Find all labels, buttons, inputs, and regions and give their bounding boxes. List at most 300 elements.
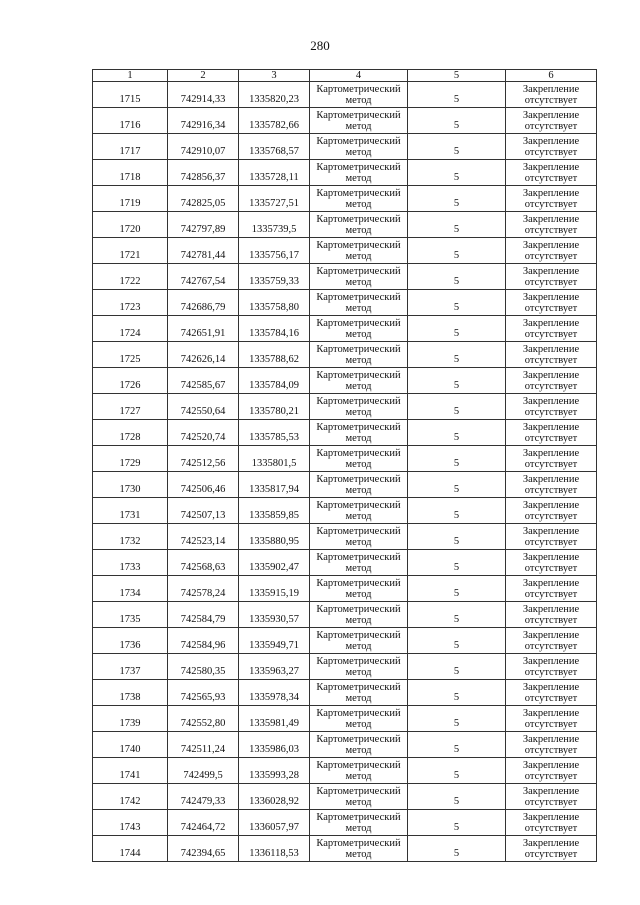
accuracy-cell: 5 [408,420,506,446]
fixation-cell [506,810,597,836]
fixation-line-2: отсутствует [524,276,578,288]
fixation-cell [506,628,597,654]
table-body [93,82,597,862]
point-number-cell: 1715 [93,82,168,108]
method-cell [310,836,408,862]
method-line-2: метод [345,276,372,288]
coordinate-x-cell: 742550,64 [168,394,239,420]
point-number-cell: 1731 [93,498,168,524]
method-cell [310,238,408,264]
fixation-cell [506,342,597,368]
fixation-line-2: отсутствует [524,198,578,210]
fixation-line-2: отсутствует [524,302,578,314]
coordinate-x-cell: 742585,67 [168,368,239,394]
method-line-2: метод [345,510,372,522]
table-row [93,680,597,706]
method-line-2: метод [345,640,372,652]
fixation-line-1: Закрепление [522,187,580,199]
fixation-line-2: отсутствует [524,120,578,132]
column-header-5: 5 [408,70,506,82]
point-number-cell: 1739 [93,706,168,732]
point-number-cell: 1738 [93,680,168,706]
point-number-cell: 1720 [93,212,168,238]
method-line-1: Картометрический [316,499,401,511]
coordinate-x-cell: 742523,14 [168,524,239,550]
point-number-cell: 1736 [93,628,168,654]
coordinate-y-cell: 1335784,09 [239,368,310,394]
fixation-line-1: Закрепление [522,135,580,147]
coordinate-x-cell: 742767,54 [168,264,239,290]
accuracy-cell: 5 [408,836,506,862]
fixation-cell [506,576,597,602]
point-number-cell: 1722 [93,264,168,290]
coordinate-y-cell: 1335758,80 [239,290,310,316]
fixation-cell [506,420,597,446]
coordinate-y-cell: 1335785,53 [239,420,310,446]
coordinate-x-cell: 742856,37 [168,160,239,186]
method-line-1: Картометрический [316,603,401,615]
coordinate-y-cell: 1335739,5 [239,212,310,238]
fixation-cell [506,602,597,628]
method-line-2: метод [345,458,372,470]
method-cell [310,758,408,784]
fixation-cell [506,134,597,160]
page-number: 280 [310,38,330,53]
method-line-1: Картометрический [316,187,401,199]
method-line-2: метод [345,718,372,730]
accuracy-cell: 5 [408,82,506,108]
table-row [93,602,597,628]
table-row [93,264,597,290]
coordinate-x-cell: 742825,05 [168,186,239,212]
accuracy-cell: 5 [408,628,506,654]
method-cell [310,420,408,446]
accuracy-cell: 5 [408,706,506,732]
method-cell [310,628,408,654]
fixation-line-2: отсутствует [524,640,578,652]
fixation-cell [506,368,597,394]
accuracy-cell: 5 [408,238,506,264]
coordinate-y-cell: 1335759,33 [239,264,310,290]
fixation-cell [506,524,597,550]
fixation-line-1: Закрепление [522,421,580,433]
method-cell [310,576,408,602]
method-line-2: метод [345,796,372,808]
fixation-line-2: отсутствует [524,666,578,678]
fixation-line-1: Закрепление [522,551,580,563]
fixation-line-1: Закрепление [522,785,580,797]
coordinate-x-cell: 742520,74 [168,420,239,446]
method-line-2: метод [345,666,372,678]
fixation-line-1: Закрепление [522,525,580,537]
method-cell [310,368,408,394]
fixation-line-1: Закрепление [522,811,580,823]
fixation-line-2: отсутствует [524,354,578,366]
method-line-1: Картометрический [316,629,401,641]
method-cell [310,160,408,186]
fixation-line-1: Закрепление [522,681,580,693]
method-line-2: метод [345,588,372,600]
method-cell [310,264,408,290]
method-line-2: метод [345,562,372,574]
method-line-1: Картометрический [316,213,401,225]
fixation-line-2: отсутствует [524,94,578,106]
accuracy-cell: 5 [408,680,506,706]
fixation-cell [506,108,597,134]
table-row [93,836,597,862]
table-row [93,524,597,550]
fixation-line-2: отсутствует [524,510,578,522]
table-row [93,472,597,498]
accuracy-cell: 5 [408,160,506,186]
coordinate-y-cell: 1335949,71 [239,628,310,654]
method-line-1: Картометрический [316,785,401,797]
coordinate-x-cell: 742584,96 [168,628,239,654]
coordinate-x-cell: 742781,44 [168,238,239,264]
accuracy-cell: 5 [408,784,506,810]
point-number-cell: 1718 [93,160,168,186]
method-cell [310,550,408,576]
method-cell [310,108,408,134]
column-header-4: 4 [310,70,408,82]
method-line-1: Картометрический [316,525,401,537]
method-cell [310,602,408,628]
method-line-1: Картометрический [316,369,401,381]
fixation-cell [506,264,597,290]
point-number-cell: 1740 [93,732,168,758]
accuracy-cell: 5 [408,472,506,498]
table-row [93,758,597,784]
accuracy-cell: 5 [408,186,506,212]
method-line-1: Картометрический [316,681,401,693]
fixation-line-2: отсутствует [524,562,578,574]
method-cell [310,82,408,108]
accuracy-cell: 5 [408,446,506,472]
fixation-line-1: Закрепление [522,447,580,459]
method-line-2: метод [345,536,372,548]
accuracy-cell: 5 [408,342,506,368]
table-row [93,368,597,394]
point-number-cell: 1743 [93,810,168,836]
method-line-1: Картометрический [316,421,401,433]
table-row [93,342,597,368]
method-line-2: метод [345,198,372,210]
fixation-line-1: Закрепление [522,577,580,589]
method-line-2: метод [345,770,372,782]
fixation-line-1: Закрепление [522,369,580,381]
method-line-2: метод [345,172,372,184]
fixation-line-1: Закрепление [522,655,580,667]
table-row [93,706,597,732]
table-row [93,784,597,810]
fixation-line-2: отсутствует [524,848,578,860]
method-cell [310,342,408,368]
fixation-cell [506,316,597,342]
coordinate-y-cell: 1335930,57 [239,602,310,628]
table-row [93,108,597,134]
method-cell [310,212,408,238]
fixation-cell [506,836,597,862]
method-cell [310,186,408,212]
fixation-line-2: отсутствует [524,484,578,496]
fixation-line-1: Закрепление [522,291,580,303]
coordinate-x-cell: 742552,80 [168,706,239,732]
fixation-line-1: Закрепление [522,343,580,355]
accuracy-cell: 5 [408,576,506,602]
coordinate-x-cell: 742797,89 [168,212,239,238]
method-line-1: Картометрический [316,837,401,849]
method-line-2: метод [345,120,372,132]
table-row [93,290,597,316]
table-row [93,82,597,108]
accuracy-cell: 5 [408,550,506,576]
point-number-cell: 1744 [93,836,168,862]
accuracy-cell: 5 [408,212,506,238]
coordinate-x-cell: 742651,91 [168,316,239,342]
method-line-1: Картометрический [316,473,401,485]
point-number-cell: 1732 [93,524,168,550]
fixation-cell [506,160,597,186]
fixation-line-1: Закрепление [522,83,580,95]
coordinate-x-cell: 742686,79 [168,290,239,316]
fixation-line-1: Закрепление [522,317,580,329]
method-cell [310,446,408,472]
table-row [93,134,597,160]
fixation-line-2: отсутствует [524,328,578,340]
method-cell [310,706,408,732]
coordinate-y-cell: 1336118,53 [239,836,310,862]
method-line-1: Картометрический [316,733,401,745]
method-line-2: метод [345,302,372,314]
fixation-line-1: Закрепление [522,603,580,615]
method-line-1: Картометрический [316,83,401,95]
method-line-1: Картометрический [316,265,401,277]
point-number-cell: 1724 [93,316,168,342]
fixation-line-2: отсутствует [524,796,578,808]
method-line-2: метод [345,406,372,418]
fixation-line-2: отсутствует [524,718,578,730]
table-row [93,550,597,576]
method-line-2: метод [345,354,372,366]
coordinate-x-cell: 742507,13 [168,498,239,524]
coordinate-x-cell: 742914,33 [168,82,239,108]
column-header-6: 6 [506,70,597,82]
method-line-1: Картометрический [316,447,401,459]
column-header-1: 1 [93,70,168,82]
header-row [93,70,597,82]
fixation-cell [506,290,597,316]
accuracy-cell: 5 [408,524,506,550]
method-line-1: Картометрический [316,759,401,771]
fixation-cell [506,732,597,758]
point-number-cell: 1730 [93,472,168,498]
point-number-cell: 1742 [93,784,168,810]
coordinate-y-cell: 1335986,03 [239,732,310,758]
fixation-cell [506,186,597,212]
method-line-2: метод [345,822,372,834]
point-number-cell: 1728 [93,420,168,446]
fixation-line-2: отсутствует [524,146,578,158]
accuracy-cell: 5 [408,810,506,836]
fixation-line-2: отсутствует [524,822,578,834]
accuracy-cell: 5 [408,316,506,342]
accuracy-cell: 5 [408,732,506,758]
method-line-1: Картометрический [316,655,401,667]
coordinate-x-cell: 742916,34 [168,108,239,134]
accuracy-cell: 5 [408,134,506,160]
method-line-1: Картометрический [316,395,401,407]
fixation-line-2: отсутствует [524,250,578,262]
method-line-1: Картометрический [316,291,401,303]
coordinate-x-cell: 742910,07 [168,134,239,160]
method-cell [310,134,408,160]
method-line-2: метод [345,484,372,496]
fixation-cell [506,394,597,420]
method-line-1: Картометрический [316,135,401,147]
method-line-1: Картометрический [316,551,401,563]
fixation-line-1: Закрепление [522,473,580,485]
coordinate-x-cell: 742578,24 [168,576,239,602]
method-line-2: метод [345,432,372,444]
fixation-line-1: Закрепление [522,109,580,121]
coordinate-x-cell: 742580,35 [168,654,239,680]
point-number-cell: 1717 [93,134,168,160]
coordinate-y-cell: 1335915,19 [239,576,310,602]
fixation-cell [506,550,597,576]
table-row [93,498,597,524]
coordinate-y-cell: 1335817,94 [239,472,310,498]
method-line-2: метод [345,146,372,158]
fixation-line-2: отсутствует [524,406,578,418]
accuracy-cell: 5 [408,368,506,394]
coordinate-x-cell: 742512,56 [168,446,239,472]
method-cell [310,498,408,524]
method-cell [310,290,408,316]
point-number-cell: 1741 [93,758,168,784]
point-number-cell: 1719 [93,186,168,212]
fixation-line-1: Закрепление [522,629,580,641]
table-row [93,732,597,758]
point-number-cell: 1721 [93,238,168,264]
fixation-line-1: Закрепление [522,499,580,511]
coordinate-y-cell: 1335902,47 [239,550,310,576]
method-line-1: Картометрический [316,317,401,329]
table-header [93,70,597,82]
point-number-cell: 1726 [93,368,168,394]
method-line-1: Картометрический [316,239,401,251]
fixation-line-1: Закрепление [522,161,580,173]
coordinate-y-cell: 1335801,5 [239,446,310,472]
fixation-line-1: Закрепление [522,707,580,719]
coordinate-x-cell: 742499,5 [168,758,239,784]
coordinate-x-cell: 742626,14 [168,342,239,368]
fixation-line-1: Закрепление [522,213,580,225]
table-row [93,628,597,654]
fixation-line-2: отсутствует [524,692,578,704]
table-row [93,576,597,602]
method-line-1: Картометрический [316,343,401,355]
fixation-cell [506,446,597,472]
coordinate-y-cell: 1335727,51 [239,186,310,212]
coordinate-x-cell: 742479,33 [168,784,239,810]
fixation-line-2: отсутствует [524,224,578,236]
fixation-cell [506,82,597,108]
method-cell [310,680,408,706]
point-number-cell: 1737 [93,654,168,680]
method-line-1: Картометрический [316,109,401,121]
coordinate-y-cell: 1336057,97 [239,810,310,836]
fixation-line-1: Закрепление [522,265,580,277]
method-line-2: метод [345,614,372,626]
accuracy-cell: 5 [408,758,506,784]
table-row [93,446,597,472]
method-line-1: Картометрический [316,707,401,719]
table-row [93,420,597,446]
fixation-line-2: отсутствует [524,458,578,470]
method-line-2: метод [345,250,372,262]
coordinate-y-cell: 1335782,66 [239,108,310,134]
fixation-line-2: отсутствует [524,536,578,548]
coordinate-x-cell: 742464,72 [168,810,239,836]
fixation-line-2: отсутствует [524,432,578,444]
coordinate-x-cell: 742506,46 [168,472,239,498]
fixation-line-1: Закрепление [522,395,580,407]
fixation-cell [506,498,597,524]
method-line-2: метод [345,224,372,236]
method-cell [310,732,408,758]
fixation-line-1: Закрепление [522,837,580,849]
fixation-cell [506,212,597,238]
method-line-2: метод [345,380,372,392]
fixation-cell [506,680,597,706]
accuracy-cell: 5 [408,290,506,316]
coordinate-y-cell: 1335859,85 [239,498,310,524]
accuracy-cell: 5 [408,108,506,134]
coordinate-y-cell: 1335788,62 [239,342,310,368]
table-row [93,394,597,420]
fixation-line-2: отсутствует [524,172,578,184]
coordinate-y-cell: 1335978,34 [239,680,310,706]
fixation-cell [506,758,597,784]
accuracy-cell: 5 [408,602,506,628]
method-cell [310,472,408,498]
coordinate-y-cell: 1336028,92 [239,784,310,810]
coordinates-table [92,69,597,862]
fixation-cell [506,238,597,264]
fixation-line-2: отсутствует [524,614,578,626]
method-line-2: метод [345,692,372,704]
column-header-3: 3 [239,70,310,82]
method-line-2: метод [345,94,372,106]
coordinate-y-cell: 1335768,57 [239,134,310,160]
point-number-cell: 1729 [93,446,168,472]
point-number-cell: 1716 [93,108,168,134]
coordinate-y-cell: 1335784,16 [239,316,310,342]
fixation-line-1: Закрепление [522,239,580,251]
accuracy-cell: 5 [408,498,506,524]
accuracy-cell: 5 [408,654,506,680]
method-line-1: Картометрический [316,577,401,589]
fixation-cell [506,706,597,732]
table-row [93,316,597,342]
column-header-2: 2 [168,70,239,82]
method-cell [310,810,408,836]
coordinate-y-cell: 1335981,49 [239,706,310,732]
point-number-cell: 1725 [93,342,168,368]
coordinate-x-cell: 742511,24 [168,732,239,758]
fixation-line-1: Закрепление [522,733,580,745]
table-row [93,212,597,238]
